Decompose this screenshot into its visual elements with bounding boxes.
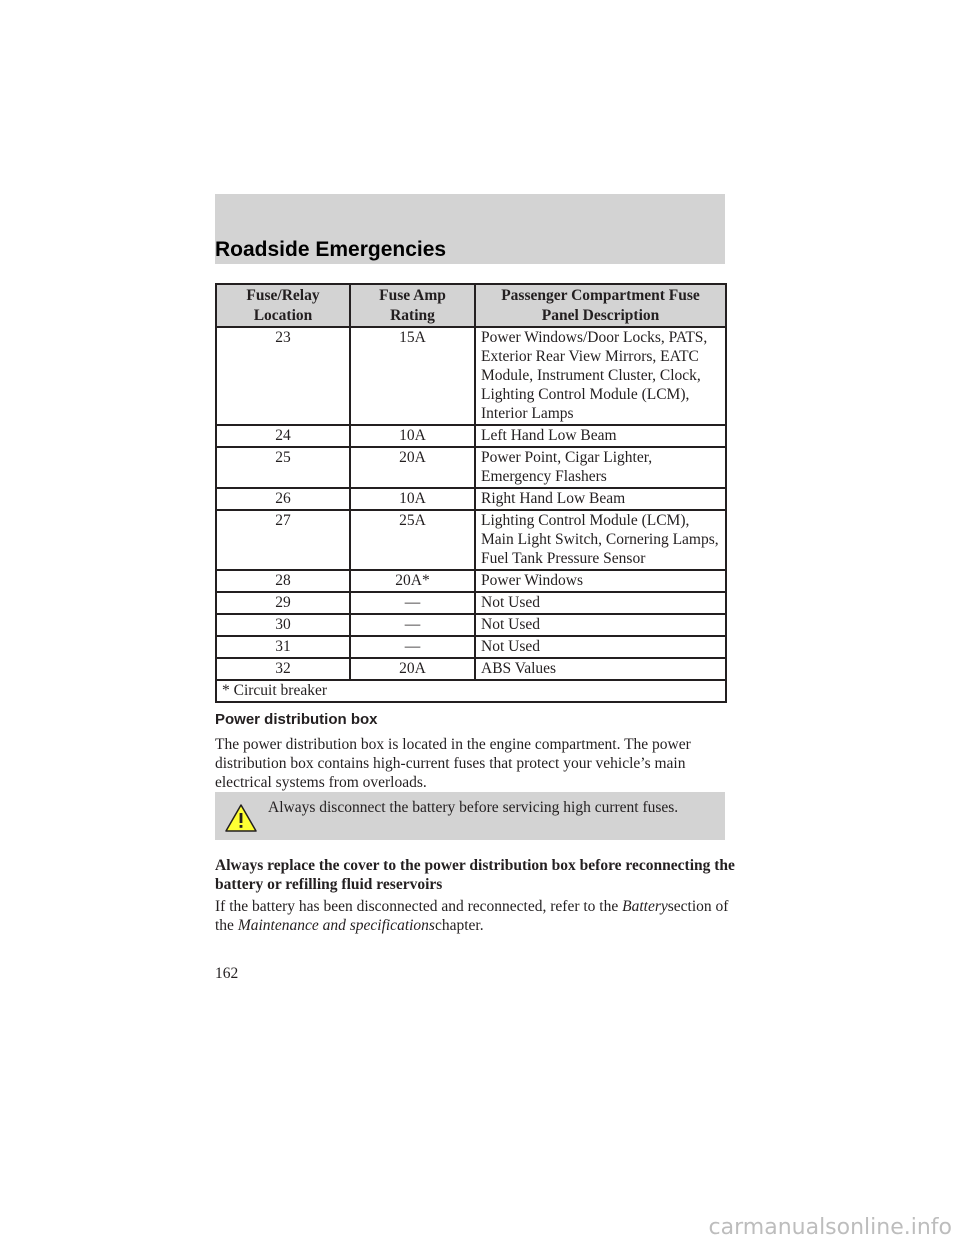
cell-location: 25 [216, 447, 350, 488]
header-description: Passenger Compartment Fuse Panel Description [475, 284, 726, 327]
cell-rating: 15A [350, 327, 475, 425]
cell-description: Power Windows/Door Locks, PATS, Exterior Rear View Mirrors, EATC Module, Instrument Cluster, Clock, Lighting Control Module (LCM), Interior Lamps [475, 327, 726, 425]
table-row [216, 614, 726, 636]
cell-location: 24 [216, 425, 350, 447]
chapter-reference: Maintenance and specifications [237, 917, 435, 934]
cell-location: 26 [216, 488, 350, 510]
cell-description: Not Used [475, 614, 726, 636]
cell-description: Lighting Control Module (LCM), Main Light Switch, Cornering Lamps, Fuel Tank Pressure Sensor [475, 510, 726, 570]
table-row [216, 447, 726, 488]
cell-description: Left Hand Low Beam [475, 425, 726, 447]
table-row [216, 570, 726, 592]
final-middle: section of the [215, 898, 729, 934]
warning-text: Always disconnect the battery before servicing high current fuses. [268, 799, 679, 816]
cell-rating: — [350, 592, 475, 614]
watermark: carmanualsonline.info [708, 1215, 952, 1240]
page-number: 162 [215, 965, 239, 982]
cell-location: 30 [216, 614, 350, 636]
section-heading: Power distribution box [215, 711, 378, 728]
header-rating: Fuse Amp Rating [350, 284, 475, 327]
table-footnote: * Circuit breaker [216, 680, 726, 702]
cell-rating: — [350, 614, 475, 636]
final-paragraph [215, 897, 735, 935]
cell-description: Not Used [475, 636, 726, 658]
table-row [216, 658, 726, 680]
header-location: Fuse/Relay Location [216, 284, 350, 327]
fuse-table-header-row [216, 284, 726, 327]
warning-triangle-icon [225, 804, 257, 832]
cell-rating: 10A [350, 425, 475, 447]
fuse-table [215, 283, 727, 703]
cell-description: ABS Values [475, 658, 726, 680]
bold-note: Always replace the cover to the power distribution box before reconnecting the battery or refilling fluid reservoirs [215, 857, 735, 893]
table-row [216, 488, 726, 510]
cell-rating: 20A [350, 658, 475, 680]
cell-location: 28 [216, 570, 350, 592]
cell-rating: 20A* [350, 570, 475, 592]
cell-description: Power Point, Cigar Lighter, Emergency Flashers [475, 447, 726, 488]
section-paragraph: The power distribution box is located in the engine compartment. The power distribution box contains high-current fuses that protect your vehicle’s main electrical systems from overloads. [215, 736, 691, 791]
table-footnote-row [216, 680, 726, 702]
cell-location: 27 [216, 510, 350, 570]
table-row [216, 592, 726, 614]
final-suffix: chapter. [434, 917, 484, 934]
battery-reference: Battery [622, 898, 668, 915]
cell-description: Power Windows [475, 570, 726, 592]
table-row [216, 636, 726, 658]
cell-location: 32 [216, 658, 350, 680]
cell-location: 23 [216, 327, 350, 425]
warning-box [215, 792, 725, 840]
table-row [216, 425, 726, 447]
cell-rating: — [350, 636, 475, 658]
cell-rating: 10A [350, 488, 475, 510]
cell-rating: 20A [350, 447, 475, 488]
cell-description: Right Hand Low Beam [475, 488, 726, 510]
cell-description: Not Used [475, 592, 726, 614]
table-row [216, 510, 726, 570]
page-section-title: Roadside Emergencies [215, 238, 447, 261]
cell-rating: 25A [350, 510, 475, 570]
cell-location: 31 [216, 636, 350, 658]
final-prefix: If the battery has been disconnected and reconnected, refer to the [215, 898, 623, 915]
table-row [216, 327, 726, 425]
cell-location: 29 [216, 592, 350, 614]
